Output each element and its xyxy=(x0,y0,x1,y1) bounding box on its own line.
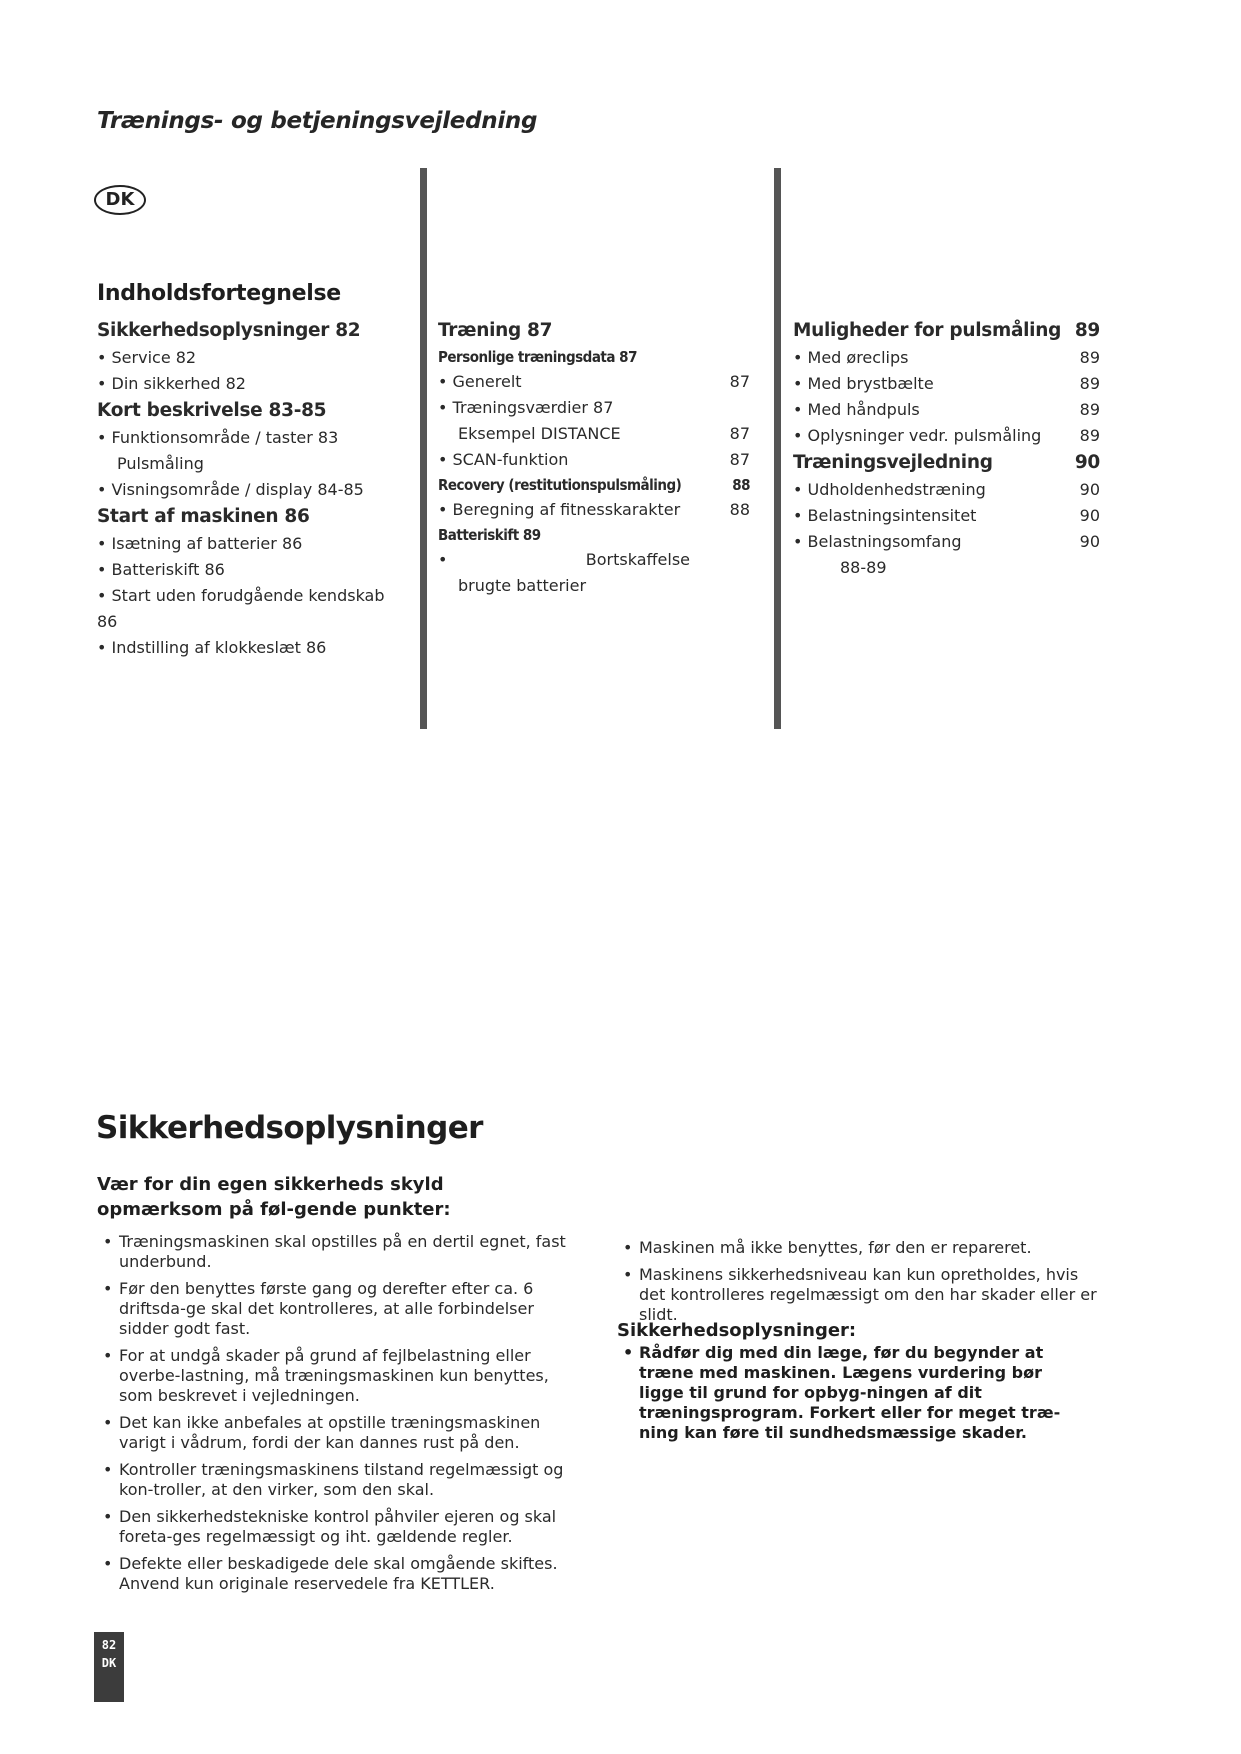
toc-entry: • Træningsværdier 87 xyxy=(438,398,614,417)
toc-entry: • Generelt 87 xyxy=(438,372,750,391)
toc-heading: Indholdsfortegnelse xyxy=(97,281,341,306)
toc-entry: Eksempel DISTANCE 87 xyxy=(458,424,750,443)
page-number-tab xyxy=(94,1632,124,1702)
toc-entry: Pulsmåling xyxy=(117,454,204,473)
list-item: • Kontroller træningsmaskinens tilstand regelmæssigt og kon-troller, at den virker, som den skal. xyxy=(97,1460,577,1500)
toc-entry: Træning 87 xyxy=(438,320,553,341)
toc-entry: brugte batterier xyxy=(458,576,587,595)
toc-entry: • Bortskaffelse xyxy=(438,550,690,569)
toc-entry: Kort beskrivelse 83-85 xyxy=(97,400,327,421)
toc-entry: • Med håndpuls 89 xyxy=(793,400,1100,419)
toc-entry: Sikkerhedsoplysninger 82 xyxy=(97,320,361,341)
toc-entry: • Service 82 xyxy=(97,348,197,367)
toc-entry: • Udholdenhedstræning 90 xyxy=(793,480,1100,499)
list-item: • Den sikkerhedstekniske kontrol påhviler ejeren og skal foreta-ges regelmæssigt og iht. gældende regler. xyxy=(97,1507,577,1547)
toc-entry: • Belastningsintensitet 90 xyxy=(793,506,1100,525)
toc-entry: • Med øreclips 89 xyxy=(793,348,1100,367)
column-divider-2 xyxy=(774,168,781,729)
toc-entry: • Batteriskift 86 xyxy=(97,560,225,579)
safety-bullets-left xyxy=(97,1232,577,1601)
toc-entry: • Visningsområde / display 84-85 xyxy=(97,480,364,499)
safety-bullets-bold xyxy=(617,1343,1087,1450)
toc-entry: • SCAN-funktion 87 xyxy=(438,450,750,469)
toc-entry: Batteriskift 89 xyxy=(438,526,541,544)
toc-column-3 xyxy=(793,317,1100,581)
page-number: 82 xyxy=(101,1638,117,1652)
toc-entry: • Indstilling af klokkeslæt 86 xyxy=(97,638,327,657)
toc-entry: Træningsvejledning 90 xyxy=(793,452,1100,473)
list-item: • Maskinen må ikke benyttes, før den er repareret. xyxy=(617,1238,1097,1258)
section-title: Sikkerhedsoplysninger xyxy=(96,1110,483,1146)
toc-entry: Muligheder for pulsmåling 89 xyxy=(793,320,1100,341)
toc-entry: • Start uden forudgående kendskab 86 xyxy=(97,586,385,631)
column-divider-1 xyxy=(420,168,427,729)
section-intro: Vær for din egen sikkerheds skyld opmærksom på føl-gende punkter: xyxy=(97,1174,451,1220)
safety-bullets-right xyxy=(617,1238,1097,1332)
toc-entry: Start af maskinen 86 xyxy=(97,506,310,527)
document-title: Trænings- og betjeningsvejledning xyxy=(97,108,538,134)
toc-entry: Recovery (restitutionspulsmåling) 88 xyxy=(438,476,750,494)
list-item: • Rådfør dig med din læge, før du begynder at træne med maskinen. Lægens vurdering bør ligge til grund for opbyg-ningen af dit træningsprogram. Forkert eller for meget træ-ning kan føre til sundhedsmæssige skader. xyxy=(617,1343,1087,1443)
language-badge: DK xyxy=(94,185,146,215)
toc-entry: 88-89 xyxy=(840,558,887,577)
toc-entry: • Belastningsomfang 90 xyxy=(793,532,1100,551)
toc-entry: Personlige træningsdata 87 xyxy=(438,348,637,366)
list-item: • Træningsmaskinen skal opstilles på en dertil egnet, fast underbund. xyxy=(97,1232,577,1272)
toc-entry: • Isætning af batterier 86 xyxy=(97,534,303,553)
list-item: • Det kan ikke anbefales at opstille træningsmaskinen varigt i vådrum, fordi der kan dannes rust på den. xyxy=(97,1413,577,1453)
toc-entry: • Oplysninger vedr. pulsmåling 89 xyxy=(793,426,1100,445)
page-lang: DK xyxy=(101,1656,117,1670)
toc-entry: • Beregning af fitnesskarakter 88 xyxy=(438,500,750,519)
list-item: • For at undgå skader på grund af fejlbelastning eller overbe-lastning, må træningsmaskinen kun benyttes, som beskrevet i vejledningen. xyxy=(97,1346,577,1406)
toc-column-2 xyxy=(438,317,750,599)
toc-entry: • Funktionsområde / taster 83 xyxy=(97,428,339,447)
list-item: • Før den benyttes første gang og derefter efter ca. 6 driftsda-ge skal det kontrolleres, at alle forbindelser sidder godt fast. xyxy=(97,1279,577,1339)
list-item: • Defekte eller beskadigede dele skal omgående skiftes. Anvend kun originale reservedele fra KETTLER. xyxy=(97,1554,577,1594)
sub-heading: Sikkerhedsoplysninger: xyxy=(617,1320,857,1341)
list-item: • Maskinens sikkerhedsniveau kan kun opretholdes, hvis det kontrolleres regelmæssigt om den har skader eller er slidt. xyxy=(617,1265,1097,1325)
toc-column-1 xyxy=(97,317,407,661)
toc-entry: • Med brystbælte 89 xyxy=(793,374,1100,393)
toc-entry: • Din sikkerhed 82 xyxy=(97,374,246,393)
